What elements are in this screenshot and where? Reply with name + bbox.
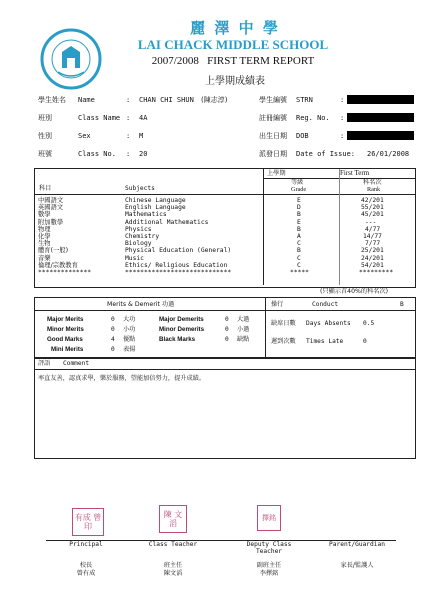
sex-value: M <box>139 132 144 140</box>
subject-en: Music <box>125 254 144 262</box>
grade-en-header: Grade <box>291 186 307 193</box>
late-cn: 遲到次數 <box>271 338 296 345</box>
school-name-cn: 麗 澤 中 學 <box>190 19 280 37</box>
subject-cn: 中國語文 <box>38 197 64 204</box>
conduct-cn: 操行 <box>271 301 284 308</box>
colon: : <box>126 150 131 158</box>
grade-cn-header: 等級 <box>291 179 304 186</box>
rank: 4/77 <box>365 225 381 233</box>
signature-role-en: Principal <box>69 541 103 548</box>
demerit-value: 0 <box>225 326 229 333</box>
subject-cn: 音樂 <box>38 254 51 262</box>
conduct-value: B <box>400 301 404 308</box>
class-en-label: Class Name <box>78 114 121 122</box>
table-row <box>35 262 415 269</box>
subject-en: Mathematics <box>125 211 167 219</box>
merits-header: Merits & Demerit 功過 <box>107 301 175 308</box>
grade: D <box>297 204 301 212</box>
subject-en: Ethics/ Religious Education <box>125 261 228 269</box>
subject-en: Biology <box>125 240 152 248</box>
colon: : <box>126 96 131 104</box>
rank: 25/201 <box>361 247 384 255</box>
signature-role-en: Parent/Guardian <box>329 541 385 548</box>
principal-stamp: 有成 曾印 <box>72 508 104 536</box>
subject-cn: 附加數學 <box>38 218 64 226</box>
subject-cn: 體育(一般) <box>38 247 69 255</box>
late-en: Times Late <box>306 338 344 345</box>
demerit-cn: 缺點 <box>237 336 250 343</box>
strn-cn-label: 學生編號 <box>259 96 287 104</box>
subject-en: English Language <box>125 204 186 212</box>
subject-cn: 化學 <box>38 233 51 240</box>
subject-en: Chemistry <box>125 233 160 240</box>
stars: ***** <box>290 269 309 276</box>
table-row <box>35 204 415 211</box>
stars: **************************** <box>125 269 232 276</box>
demerit-label: Black Marks <box>159 336 196 343</box>
signature-principal <box>44 541 128 548</box>
class-cn-label: 班別 <box>38 114 52 122</box>
stars: ********* <box>359 269 394 276</box>
conduct-en: Conduct <box>312 301 339 308</box>
signature-role-en: Deputy Class Teacher <box>246 541 292 555</box>
colon: : <box>340 114 345 122</box>
signature-title-cn: 班主任 <box>163 562 183 569</box>
subject-en-header: Subjects <box>125 185 155 192</box>
table-row <box>35 247 415 254</box>
grade: C <box>297 261 301 269</box>
school-logo <box>40 28 102 90</box>
signature-title-cn: 校長 <box>79 562 93 569</box>
colon: : <box>126 132 131 140</box>
rank-en-header: Rank <box>367 186 381 193</box>
table-row <box>35 219 415 226</box>
merit-value: 0 <box>111 326 115 333</box>
deputy-teacher-stamp: 擇銘 <box>257 505 281 531</box>
reg-en-label: Reg. No. <box>296 114 330 122</box>
table-row <box>35 226 415 233</box>
table-row <box>35 255 415 262</box>
grade-rows <box>35 197 415 281</box>
merit-list <box>47 316 147 356</box>
absent-value: 0.5 <box>363 320 375 327</box>
classno-value: 20 <box>139 150 148 158</box>
demerit-value: 0 <box>225 316 229 323</box>
grade: C <box>297 240 301 248</box>
table-row <box>35 211 415 218</box>
strn-en-label: STRN <box>296 96 313 104</box>
rank-cn-header: 科名次 <box>363 179 382 186</box>
subject-cn: 生物 <box>38 240 51 248</box>
absent-en: Days Absents <box>306 320 351 327</box>
sex-cn-label: 性別 <box>38 132 52 140</box>
rank: 55/201 <box>361 204 384 212</box>
comment-cn-label: 評語 <box>38 360 51 367</box>
classno-cn-label: 班號 <box>38 150 52 158</box>
grades-table <box>34 168 416 288</box>
grade: A <box>297 233 301 240</box>
rank: 14/77 <box>363 233 382 240</box>
rank-footnote: (只顯示首40%的科名次) <box>320 288 389 295</box>
reg-cn-label: 註冊編號 <box>259 114 287 122</box>
subject-cn: 倫理/宗教教育 <box>38 261 78 269</box>
merit-cn: 表揚 <box>123 346 136 353</box>
rank: 7/77 <box>365 240 381 248</box>
issue-en-label: Date of Issue: <box>296 150 356 158</box>
table-row <box>35 240 415 247</box>
demerit-list <box>159 316 263 356</box>
rank: 42/201 <box>361 197 384 204</box>
signature-name-cn: 曾有成 <box>76 570 96 577</box>
signature-parent <box>312 541 402 548</box>
stars: ************** <box>38 269 92 276</box>
subject-en: Physics <box>125 225 152 233</box>
dob-en-label: DOB <box>296 132 309 140</box>
subject-cn: 英國語文 <box>38 204 64 212</box>
subject-en: Physical Education (General) <box>125 247 232 255</box>
signature-role-en: Class Teacher <box>148 541 198 548</box>
table-row <box>35 197 415 204</box>
grade: B <box>297 247 301 255</box>
comment-section <box>34 357 416 459</box>
comment-en-label: Comment <box>63 360 90 367</box>
rank: 54/201 <box>361 261 384 269</box>
rank: 45/201 <box>361 211 384 219</box>
colon: : <box>126 114 131 122</box>
student-info <box>38 96 418 166</box>
merit-value: 0 <box>111 316 115 323</box>
table-row-stars <box>35 269 415 276</box>
sex-en-label: Sex <box>78 132 91 140</box>
absent-cn: 缺席日數 <box>271 320 296 327</box>
merit-label: Mini Merits <box>51 346 84 353</box>
subject-cn: 數學 <box>38 211 51 219</box>
merit-cn: 小功 <box>123 326 136 333</box>
issue-value: 26/01/2008 <box>367 150 410 158</box>
subject-cn: 物理 <box>38 225 51 233</box>
rank: 24/201 <box>361 254 384 262</box>
name-cn-label: 學生姓名 <box>38 96 66 104</box>
demerit-cn: 小過 <box>237 326 250 333</box>
redacted-reg <box>347 113 414 122</box>
grade: C <box>297 254 301 262</box>
late-value: 0 <box>363 338 367 345</box>
colon: : <box>340 132 345 140</box>
class-teacher-stamp: 陳 文滔 <box>159 505 187 533</box>
report-title: 2007/2008 FIRST TERM REPORT <box>151 55 315 67</box>
merit-value: 0 <box>111 346 115 353</box>
subject-en: Additional Mathematics <box>125 218 209 226</box>
redacted-dob <box>347 131 414 140</box>
name-value: CHAN CHI SHUN <box>139 96 194 104</box>
demerit-label: Major Demerits <box>159 316 204 323</box>
demerit-label: Minor Demerits <box>159 326 205 333</box>
redacted-strn <box>347 95 414 104</box>
dob-cn-label: 出生日期 <box>259 132 287 140</box>
signature-class-teacher <box>128 541 218 548</box>
subject-cn-header: 科目 <box>39 185 52 192</box>
colon: : <box>340 96 345 104</box>
signature-title-cn: 副班主任 <box>256 562 282 569</box>
term-cn: 上學期 <box>267 170 286 177</box>
subject-en: Chinese Language <box>125 197 186 204</box>
table-row <box>35 233 415 240</box>
merit-cn: 大功 <box>123 316 136 323</box>
school-name-en: LAI CHACK MIDDLE SCHOOL <box>137 37 329 52</box>
merit-label: Good Marks <box>47 336 83 343</box>
merits-section <box>34 297 416 359</box>
comment-text: 率直友善，認真求學，樂於服務，望能加倍努力，提升成績。 <box>38 375 206 382</box>
rank: --- <box>365 218 377 226</box>
name-en-label: Name <box>78 96 95 104</box>
grade: E <box>297 197 301 204</box>
signature-deputy <box>226 541 312 555</box>
report-title-cn: 上學期成績表 <box>205 76 265 87</box>
classno-en-label: Class No. <box>78 150 116 158</box>
signature-name-cn: 陳文滔 <box>163 570 183 577</box>
merit-value: 4 <box>111 336 115 343</box>
issue-cn-label: 派發日期 <box>259 150 287 158</box>
signature-title-cn: 家長/監護人 <box>340 562 374 569</box>
name-cn-value: (陳志淳) <box>201 96 228 104</box>
signature-name-cn: 李擇銘 <box>259 570 279 577</box>
grade: B <box>297 211 301 219</box>
demerit-value: 0 <box>225 336 229 343</box>
demerit-cn: 大過 <box>237 316 250 323</box>
grade: B <box>297 225 301 233</box>
class-value: 4A <box>139 114 148 122</box>
merit-label: Minor Merits <box>47 326 84 333</box>
merit-cn: 優點 <box>123 336 136 343</box>
grade: E <box>297 218 301 226</box>
merit-label: Major Merits <box>47 316 84 323</box>
term-en: First Term <box>340 169 370 177</box>
